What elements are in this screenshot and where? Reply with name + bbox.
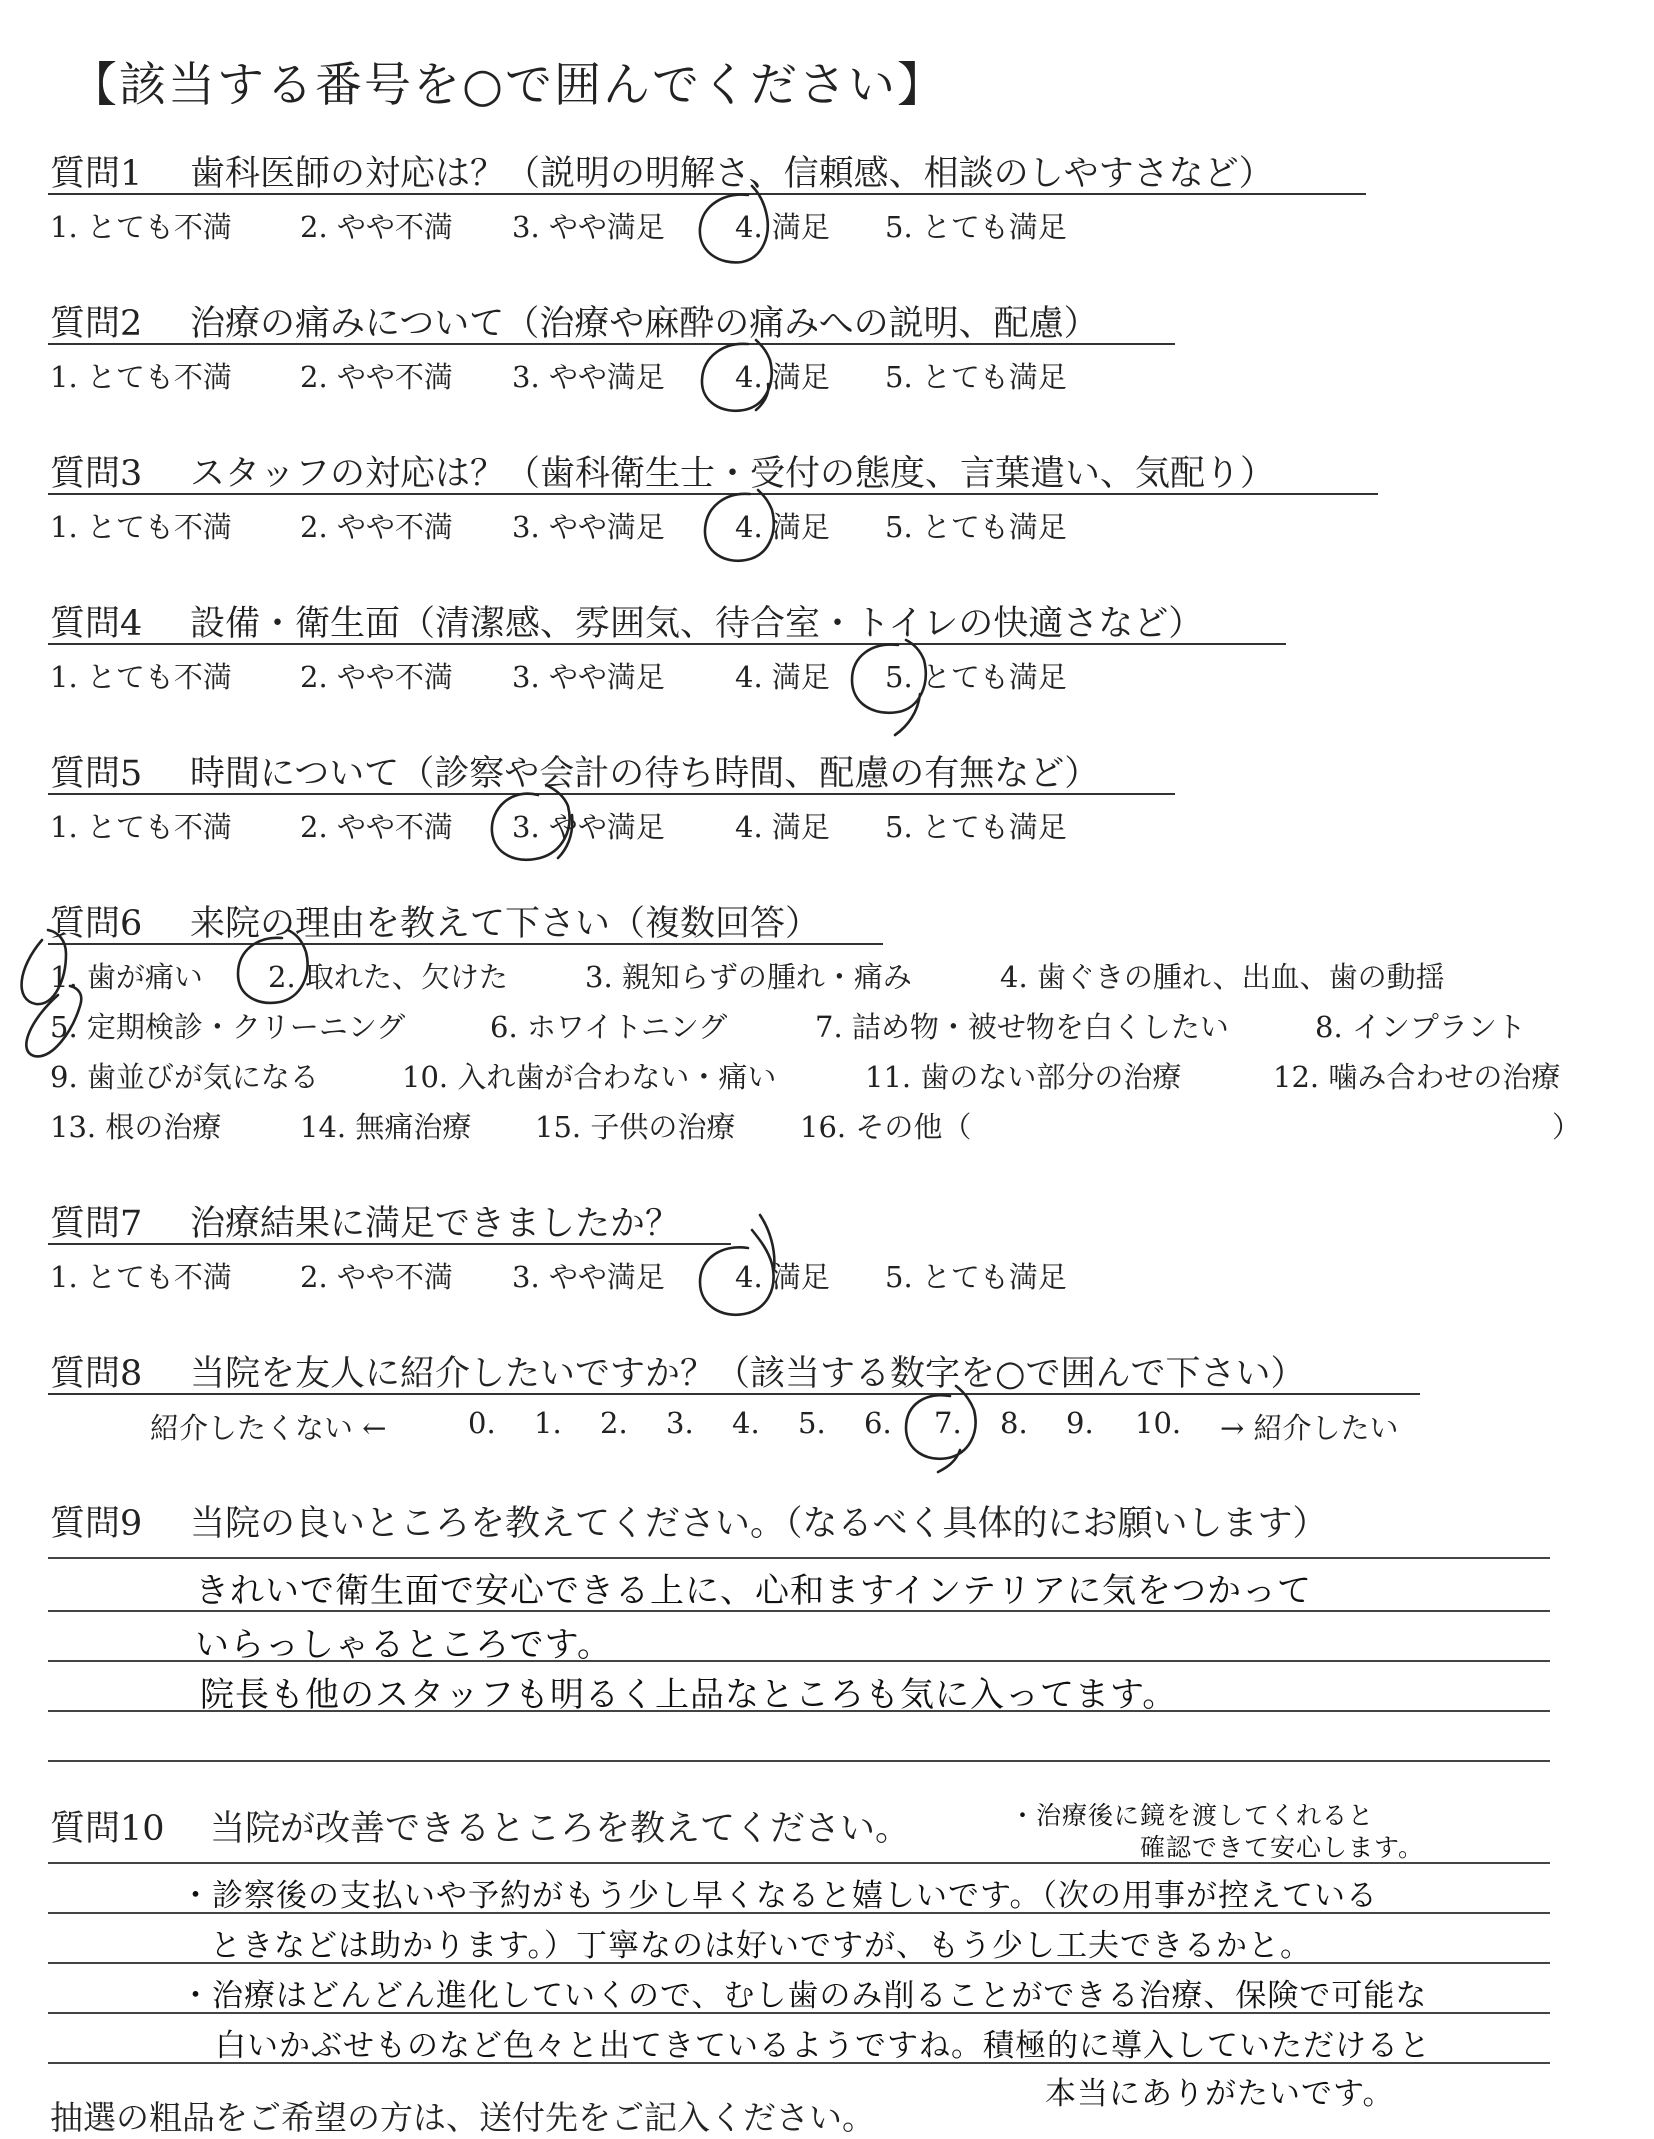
question-3-text: スタッフの対応は？（歯科衛生士・受付の態度、言葉遣い、気配り） xyxy=(190,454,1276,494)
option-1[interactable]: 1. とても不満 xyxy=(50,360,232,394)
option-2[interactable]: 2. やや不満 xyxy=(300,660,453,694)
option-4[interactable]: 4. 満足 xyxy=(735,1260,830,1294)
option-2[interactable]: 2. やや不満 xyxy=(300,510,453,544)
reason-15[interactable]: 15. 子供の治療 xyxy=(535,1110,736,1144)
option-5[interactable]: 5. とても満足 xyxy=(885,1260,1067,1294)
option-4[interactable]: 4. 満足 xyxy=(735,210,830,244)
scale-6[interactable]: 6. xyxy=(864,1406,892,1440)
option-3[interactable]: 3. やや満足 xyxy=(512,210,665,244)
option-1[interactable]: 1. とても不満 xyxy=(50,660,232,694)
option-1[interactable]: 1. とても不満 xyxy=(50,1260,232,1294)
q1-circle-mark xyxy=(700,186,768,262)
q3-circle-mark xyxy=(705,490,774,561)
scale-1[interactable]: 1. xyxy=(534,1406,562,1440)
reason-1[interactable]: 1. 歯が痛い xyxy=(50,960,203,994)
option-2[interactable]: 2. やや不満 xyxy=(300,1260,453,1294)
page-title: 【該当する番号を○で囲んでください】 xyxy=(70,58,947,113)
option-4[interactable]: 4. 満足 xyxy=(735,510,830,544)
q9-answer-line-3[interactable]: 院長も他のスタッフも明るく上品なところも気に入ってます。 xyxy=(200,1675,1178,1715)
question-3-label: 質問3 xyxy=(50,454,143,494)
scale-4[interactable]: 4. xyxy=(732,1406,760,1440)
question-7-label: 質問7 xyxy=(50,1204,143,1244)
scale-9[interactable]: 9. xyxy=(1066,1406,1094,1440)
option-3[interactable]: 3. やや満足 xyxy=(512,360,665,394)
scale-10[interactable]: 10. xyxy=(1135,1406,1182,1440)
reason-13[interactable]: 13. 根の治療 xyxy=(50,1110,222,1144)
question-6-text: 来院の理由を教えて下さい（複数回答） xyxy=(190,904,821,944)
question-9-label: 質問9 xyxy=(50,1504,143,1544)
option-2[interactable]: 2. やや不満 xyxy=(300,210,453,244)
option-5[interactable]: 5. とても満足 xyxy=(885,660,1067,694)
q10-answer-line-4[interactable]: 白いかぶせものなど色々と出てきているようですね。積極的に導入していただけると xyxy=(215,2028,1431,2064)
question-8-text: 当院を友人に紹介したいですか？（該当する数字を○で囲んで下さい） xyxy=(190,1354,1306,1394)
question-10-label: 質問10 xyxy=(50,1809,165,1849)
reason-7[interactable]: 7. 詰め物・被せ物を白くしたい xyxy=(815,1010,1229,1044)
question-1-text: 歯科医師の対応は？（説明の明解さ、信頼感、相談のしやすさなど） xyxy=(190,154,1274,194)
reason-8[interactable]: 8. インプラント xyxy=(1315,1010,1526,1044)
question-5-label: 質問5 xyxy=(50,754,143,794)
question-7-text: 治療結果に満足できましたか？ xyxy=(190,1204,681,1244)
q8-circle-mark xyxy=(906,1386,976,1472)
q5-circle-mark xyxy=(492,786,572,860)
question-2-label: 質問2 xyxy=(50,304,143,344)
option-3[interactable]: 3. やや満足 xyxy=(512,660,665,694)
question-8-label: 質問8 xyxy=(50,1354,143,1394)
q9-answer-line-2[interactable]: いらっしゃるところです。 xyxy=(195,1625,612,1665)
option-5[interactable]: 5. とても満足 xyxy=(885,360,1067,394)
q10-answer-line-2[interactable]: ときなどは助かります。）丁寧なのは好いですが、もう少し工夫できるかと。 xyxy=(210,1928,1313,1964)
option-1[interactable]: 1. とても不満 xyxy=(50,810,232,844)
q9-answer-line-1[interactable]: きれいで衛生面で安心できる上に、心和ますインテリアに気をつかって xyxy=(195,1571,1312,1611)
scale-2[interactable]: 2. xyxy=(600,1406,628,1440)
reason-6[interactable]: 6. ホワイトニング xyxy=(490,1010,728,1044)
question-2-text: 治療の痛みについて（治療や麻酔の痛みへの説明、配慮） xyxy=(190,304,1099,344)
scale-right-label: → 紹介したい xyxy=(1220,1411,1399,1445)
q7-circle-mark xyxy=(700,1215,774,1315)
q10-note-line-1[interactable]: ・治療後に鏡を渡してくれると xyxy=(1010,1801,1375,1830)
q10-answer-line-5[interactable]: 本当にありがたいです。 xyxy=(1045,2076,1395,2112)
scale-7[interactable]: 7. xyxy=(934,1406,962,1440)
reason-12[interactable]: 12. 噛み合わせの治療 xyxy=(1273,1060,1561,1094)
reason-4[interactable]: 4. 歯ぐきの腫れ、出血、歯の動揺 xyxy=(1000,960,1445,994)
option-1[interactable]: 1. とても不満 xyxy=(50,510,232,544)
reason-9[interactable]: 9. 歯並びが気になる xyxy=(50,1060,319,1094)
question-1-label: 質問1 xyxy=(50,154,143,194)
reason-16-close: ） xyxy=(1552,1110,1582,1144)
question-4-text: 設備・衛生面（清潔感、雰囲気、待合室・トイレの快適さなど） xyxy=(190,604,1204,644)
option-3[interactable]: 3. やや満足 xyxy=(512,810,665,844)
scale-left-label: 紹介したくない ← xyxy=(150,1411,387,1445)
option-5[interactable]: 5. とても満足 xyxy=(885,510,1067,544)
option-4[interactable]: 4. 満足 xyxy=(735,810,830,844)
option-1[interactable]: 1. とても不満 xyxy=(50,210,232,244)
q10-answer-line-3[interactable]: ・治療はどんどん進化していくので、むし歯のみ削ることができる治療、保険で可能な xyxy=(180,1978,1428,2014)
reason-2[interactable]: 2. 取れた、欠けた xyxy=(268,960,508,994)
option-5[interactable]: 5. とても満足 xyxy=(885,810,1067,844)
option-3[interactable]: 3. やや満足 xyxy=(512,510,665,544)
scale-0[interactable]: 0. xyxy=(468,1406,496,1440)
q10-answer-line-1[interactable]: ・診察後の支払いや予約がもう少し早くなると嬉しいです。（次の用事が控えている xyxy=(180,1878,1379,1914)
reason-5[interactable]: 5. 定期検診・クリーニング xyxy=(50,1010,406,1044)
scale-3[interactable]: 3. xyxy=(666,1406,694,1440)
option-4[interactable]: 4. 満足 xyxy=(735,660,830,694)
scale-8[interactable]: 8. xyxy=(1000,1406,1028,1440)
option-3[interactable]: 3. やや満足 xyxy=(512,1260,665,1294)
reason-14[interactable]: 14. 無痛治療 xyxy=(300,1110,472,1144)
option-5[interactable]: 5. とても満足 xyxy=(885,210,1067,244)
reason-10[interactable]: 10. 入れ歯が合わない・痛い xyxy=(402,1060,777,1094)
question-10-text: 当院が改善できるところを教えてください。 xyxy=(210,1809,911,1849)
option-2[interactable]: 2. やや不満 xyxy=(300,810,453,844)
reason-16[interactable]: 16. その他（ xyxy=(800,1110,972,1144)
question-4-label: 質問4 xyxy=(50,604,143,644)
scale-5[interactable]: 5. xyxy=(798,1406,826,1440)
option-2[interactable]: 2. やや不満 xyxy=(300,360,453,394)
q4-circle-mark xyxy=(852,640,926,735)
reason-3[interactable]: 3. 親知らずの腫れ・痛み xyxy=(585,960,912,994)
question-5-text: 時間について（診察や会計の待ち時間、配慮の有無など） xyxy=(190,754,1100,794)
q10-note-line-2[interactable]: 確認できて安心します。 xyxy=(1140,1833,1425,1862)
question-9-text: 当院の良いところを教えてください。（なるべく具体的にお願いします） xyxy=(190,1504,1328,1544)
q6-circle-2-mark xyxy=(238,930,308,1003)
option-4[interactable]: 4. 満足 xyxy=(735,360,830,394)
q6-circle-1-mark xyxy=(22,930,66,1004)
reason-11[interactable]: 11. 歯のない部分の治療 xyxy=(865,1060,1182,1094)
question-6-label: 質問6 xyxy=(50,904,143,944)
q2-circle-mark xyxy=(702,340,772,411)
footer-note: 抽選の粗品をご希望の方は、送付先をご記入ください。 xyxy=(50,2098,875,2137)
